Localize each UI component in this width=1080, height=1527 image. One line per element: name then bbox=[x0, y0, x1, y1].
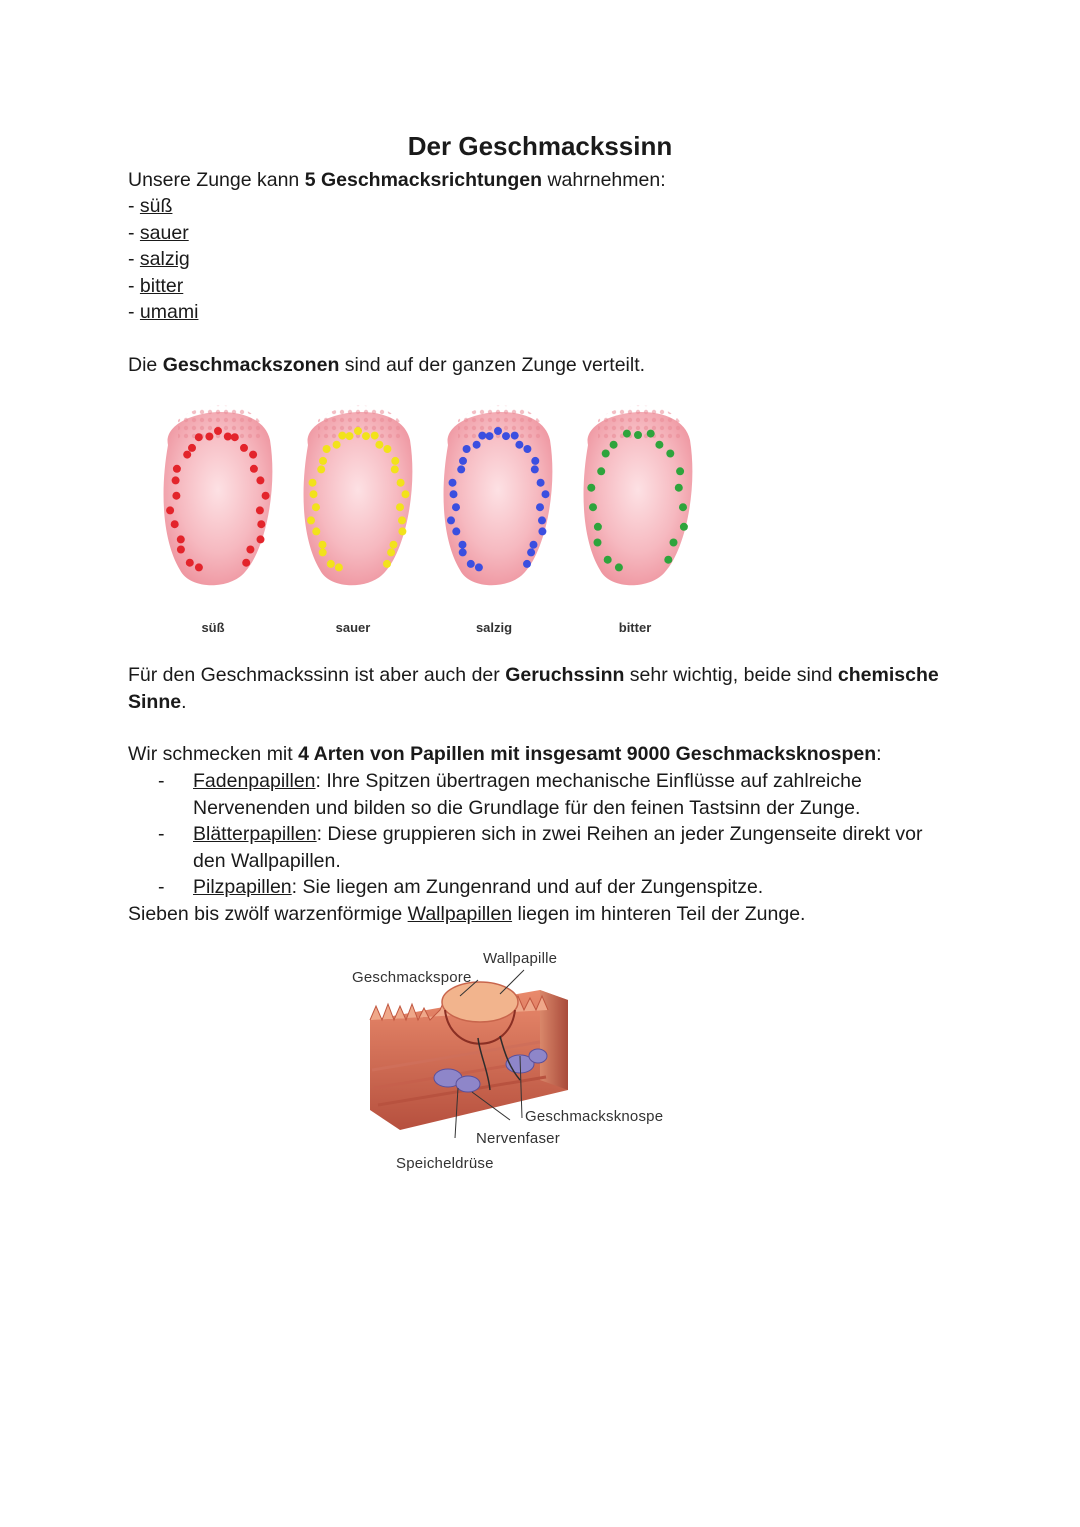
taste-item-umami: - umami bbox=[128, 301, 199, 323]
taste-dot-sour bbox=[383, 445, 391, 453]
taste-dot-sour bbox=[327, 560, 335, 568]
taste-dot-salty bbox=[523, 560, 531, 568]
taste-dot-sweet bbox=[224, 433, 232, 441]
taste-dot-bitter bbox=[676, 467, 684, 475]
label-geschmackspore: Geschmackspore bbox=[352, 969, 472, 986]
page-title: Der Geschmackssinn bbox=[407, 131, 673, 161]
taste-dot-sour bbox=[319, 548, 327, 556]
taste-dot-salty bbox=[542, 490, 550, 498]
taste-dot-sweet bbox=[214, 427, 222, 435]
taste-dot-salty bbox=[459, 548, 467, 556]
taste-dot-sweet bbox=[186, 559, 194, 567]
taste-dot-sour bbox=[398, 516, 406, 524]
taste-dot-bitter bbox=[587, 484, 595, 492]
label-speicheldruese: Speicheldrüse bbox=[396, 1155, 494, 1172]
taste-dot-bitter bbox=[647, 430, 655, 438]
taste-dot-sweet bbox=[262, 492, 270, 500]
taste-dot-sweet bbox=[171, 520, 179, 528]
taste-dot-sweet bbox=[177, 546, 185, 554]
taste-dot-salty bbox=[527, 548, 535, 556]
taste-dot-sour bbox=[346, 432, 354, 440]
taste-dot-sour bbox=[362, 432, 370, 440]
papillae-list bbox=[128, 768, 948, 901]
taste-dot-sour bbox=[396, 503, 404, 511]
taste-dot-sour bbox=[375, 441, 383, 449]
taste-dot-sour bbox=[333, 441, 341, 449]
taste-dot-salty bbox=[467, 560, 475, 568]
tongue-label-salty: salzig bbox=[475, 620, 513, 635]
wall-paragraph: Sieben bis zwölf warzenförmige Wallpapillen liegen im hinteren Teil der Zunge. bbox=[128, 903, 806, 925]
taste-dot-bitter bbox=[664, 556, 672, 564]
taste-dot-salty bbox=[538, 516, 546, 524]
taste-dot-sour bbox=[338, 432, 346, 440]
intro-text-end: wahrnehmen: bbox=[542, 169, 666, 191]
taste-dot-bitter bbox=[675, 484, 683, 492]
taste-dot-salty bbox=[511, 432, 519, 440]
list-item: - Pilzpapillen: Sie liegen am Zungenrand und auf der Zungenspitze. bbox=[158, 876, 764, 898]
taste-dot-sweet bbox=[188, 444, 196, 452]
taste-dot-sour bbox=[398, 527, 406, 535]
taste-dot-sweet bbox=[231, 433, 239, 441]
taste-dot-sweet bbox=[173, 465, 181, 473]
taste-dot-salty bbox=[459, 541, 467, 549]
taste-dot-sour bbox=[312, 503, 320, 511]
label-geschmacksknospe: Geschmacksknospe bbox=[525, 1108, 664, 1125]
papillae-intro: Wir schmecken mit 4 Arten von Papillen mit insgesamt 9000 Geschmacksknospen: bbox=[128, 743, 882, 765]
taste-dot-sour bbox=[390, 541, 398, 549]
taste-dot-salty bbox=[537, 479, 545, 487]
taste-dot-sweet bbox=[250, 465, 258, 473]
taste-dot-salty bbox=[450, 490, 458, 498]
taste-dot-sweet bbox=[256, 476, 264, 484]
taste-dot-sour bbox=[397, 479, 405, 487]
taste-dot-sour bbox=[307, 516, 315, 524]
taste-dot-sour bbox=[371, 432, 379, 440]
taste-dot-bitter bbox=[634, 431, 642, 439]
taste-dot-salty bbox=[478, 432, 486, 440]
taste-dot-salty bbox=[523, 445, 531, 453]
taste-dot-sour bbox=[383, 560, 391, 568]
taste-dot-bitter bbox=[680, 523, 688, 531]
taste-dot-sweet bbox=[242, 559, 250, 567]
taste-dot-sweet bbox=[205, 433, 213, 441]
taste-dot-bitter bbox=[670, 539, 678, 547]
taste-dot-sweet bbox=[240, 444, 248, 452]
taste-dot-sour bbox=[354, 427, 362, 435]
taste-dot-sour bbox=[319, 457, 327, 465]
taste-dot-sour bbox=[391, 465, 399, 473]
taste-dot-salty bbox=[473, 441, 481, 449]
taste-dot-sour bbox=[387, 548, 395, 556]
taste-item-sweet: - süß bbox=[128, 195, 173, 217]
taste-dot-sweet bbox=[257, 535, 265, 543]
intro-bold: 5 Geschmacksrichtungen bbox=[304, 169, 543, 191]
taste-dot-sweet bbox=[249, 451, 257, 459]
taste-dot-sweet bbox=[172, 476, 180, 484]
taste-dot-salty bbox=[502, 432, 510, 440]
taste-item-sour: - sauer bbox=[128, 221, 189, 244]
tongue-zones-figure bbox=[150, 400, 710, 600]
taste-dot-sour bbox=[391, 457, 399, 465]
taste-dot-sour bbox=[309, 479, 317, 487]
taste-dot-salty bbox=[449, 479, 457, 487]
taste-dot-salty bbox=[457, 465, 465, 473]
smell-paragraph: Für den Geschmackssinn ist aber auch der Geruchssinn sehr wichtig, beide sind chemische Sinne. bbox=[128, 664, 939, 713]
taste-item-bitter: - bitter bbox=[128, 274, 184, 297]
tongue-label-sweet: süß bbox=[201, 620, 225, 635]
taste-dot-salty bbox=[486, 432, 494, 440]
taste-dot-bitter bbox=[589, 503, 597, 511]
taste-dot-sweet bbox=[246, 546, 254, 554]
taste-dot-sweet bbox=[195, 433, 203, 441]
taste-dot-bitter bbox=[604, 556, 612, 564]
taste-dot-sour bbox=[310, 490, 318, 498]
taste-item-salty: - salzig bbox=[128, 248, 190, 270]
intro-paragraph bbox=[128, 167, 666, 194]
taste-dot-salty bbox=[459, 457, 467, 465]
label-wallpapille: Wallpapille bbox=[483, 950, 558, 967]
list-item: - Blätterpapillen: Diese gruppieren sich in zwei Reihen an jeder Zungenseite direkt vor den Wallpapillen. bbox=[158, 823, 923, 872]
taste-dot-salty bbox=[463, 445, 471, 453]
taste-dot-salty bbox=[531, 465, 539, 473]
taste-dot-salty bbox=[538, 527, 546, 535]
taste-dot-salty bbox=[515, 441, 523, 449]
taste-dot-salty bbox=[452, 503, 460, 511]
taste-dot-sweet bbox=[183, 451, 191, 459]
taste-dot-sweet bbox=[257, 520, 265, 528]
taste-dot-bitter bbox=[610, 441, 618, 449]
taste-dot-salty bbox=[452, 527, 460, 535]
taste-dot-salty bbox=[530, 541, 538, 549]
taste-dot-bitter bbox=[602, 450, 610, 458]
list-item: - Fadenpapillen: Ihre Spitzen übertragen mechanische Einflüsse auf zahlreiche Nervenenden und bilden so die Grundlage für den feinen Tastsinn der Zunge. bbox=[158, 770, 862, 819]
taste-dot-salty bbox=[536, 503, 544, 511]
taste-dot-salty bbox=[494, 427, 502, 435]
taste-dot-salty bbox=[447, 516, 455, 524]
taste-dot-sour bbox=[323, 445, 331, 453]
taste-dot-bitter bbox=[615, 563, 623, 571]
taste-dot-bitter bbox=[666, 450, 674, 458]
taste-dot-sour bbox=[319, 541, 327, 549]
taste-dot-sweet bbox=[166, 506, 174, 514]
taste-dot-sour bbox=[317, 465, 325, 473]
intro-text: Unsere Zunge kann bbox=[128, 169, 305, 191]
taste-dot-sweet bbox=[177, 535, 185, 543]
taste-dot-sweet bbox=[256, 506, 264, 514]
taste-dot-salty bbox=[475, 563, 483, 571]
taste-dot-bitter bbox=[655, 441, 663, 449]
taste-dot-sour bbox=[312, 527, 320, 535]
taste-dot-bitter bbox=[594, 523, 602, 531]
taste-dot-sweet bbox=[172, 492, 180, 500]
taste-dot-salty bbox=[531, 457, 539, 465]
taste-dot-sour bbox=[335, 563, 343, 571]
taste-dot-sour bbox=[402, 490, 410, 498]
tongue-label-sour: sauer bbox=[335, 620, 371, 635]
taste-dot-bitter bbox=[679, 503, 687, 511]
taste-dot-bitter bbox=[623, 430, 631, 438]
label-nervenfaser: Nervenfaser bbox=[476, 1130, 560, 1147]
taste-dot-bitter bbox=[594, 539, 602, 547]
tongue-label-bitter: bitter bbox=[618, 620, 652, 635]
taste-dot-bitter bbox=[597, 467, 605, 475]
taste-list bbox=[128, 193, 198, 326]
taste-dot-sweet bbox=[195, 563, 203, 571]
zones-paragraph: Die Geschmackszonen sind auf der ganzen Zunge verteilt. bbox=[128, 354, 646, 376]
